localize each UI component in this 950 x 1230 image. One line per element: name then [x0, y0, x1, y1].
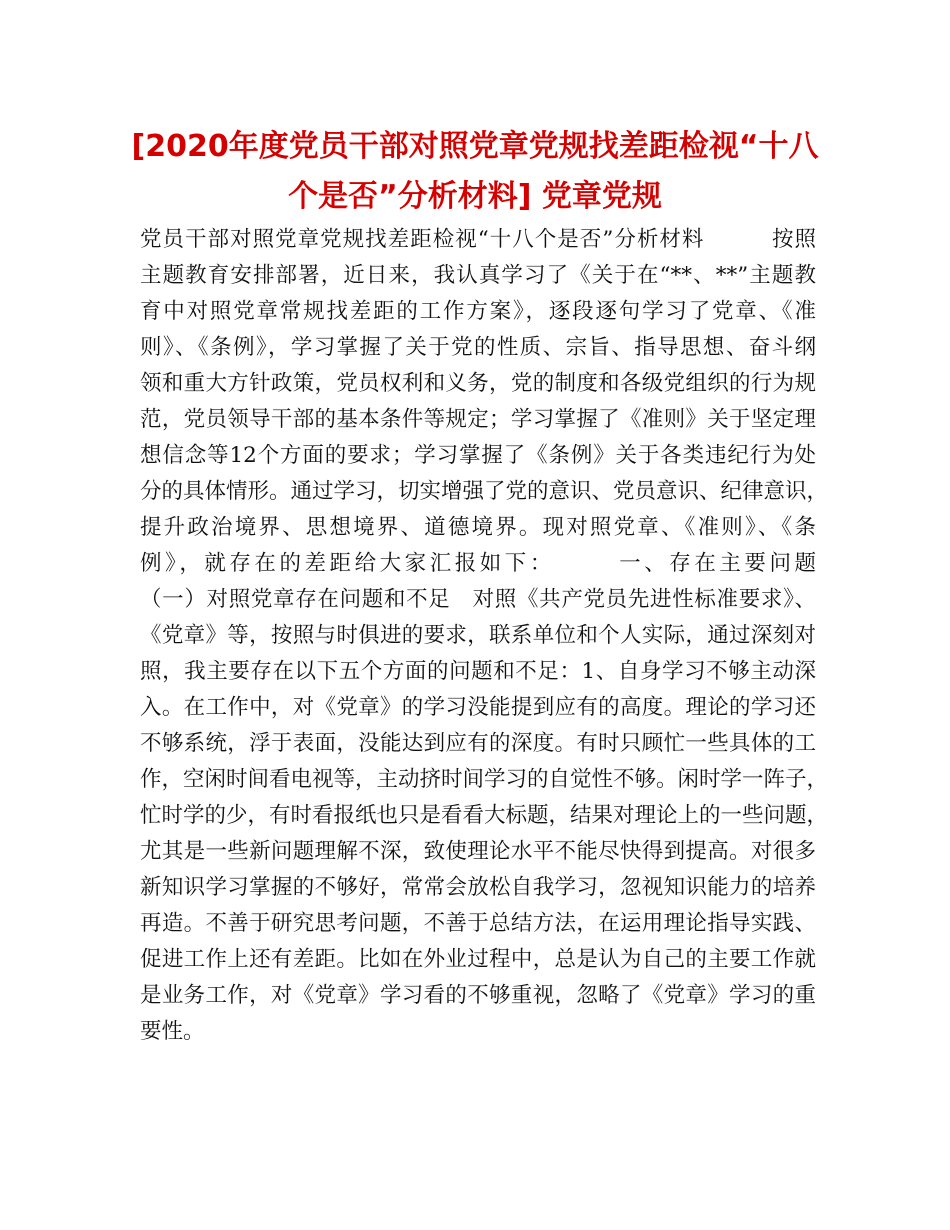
body-line: 主题教育安排部署，近日来，我认真学习了《关于在“**、**”主题教 [140, 263, 816, 288]
body-line: 范，党员领导干部的基本条件等规定；学习掌握了《准则》关于坚定理 [140, 407, 816, 432]
body-line: 尤其是一些新问题理解不深，致使理论水平不能尽快得到提高。对很多 [140, 839, 816, 864]
body-line: 忙时学的少，有时看报纸也只是看看大标题，结果对理论上的一些问题， [140, 803, 829, 828]
body-line: 育中对照党章常规找差距的工作方案》，逐段逐句学习了党章、《准 [140, 299, 816, 324]
title-line-2: 个是否”分析材料] 党章党规 [288, 179, 662, 214]
body-line: 作，空闲时间看电视等，主动挤时间学习的自觉性不够。闲时学一阵子， [140, 767, 829, 792]
body-line: 是业务工作，对《党章》学习看的不够重视，忽略了《党章》学习的重 [140, 983, 816, 1008]
body-line: 《党章》等，按照与时俱进的要求，联系单位和个人实际，通过深刻对 [140, 623, 816, 648]
body-line: 不够系统，浮于表面，没能达到应有的深度。有时只顾忙一些具体的工 [140, 731, 816, 756]
body-line: 再造。不善于研究思考问题，不善于总结方法，在运用理论指导实践、 [140, 911, 816, 936]
body-line: （一）对照党章存在问题和不足 对照《共产党员先进性标准要求》、 [140, 587, 816, 612]
body-line: 想信念等12个方面的要求；学习掌握了《条例》关于各类违纪行为处 [140, 443, 816, 468]
body-line: 则》、《条例》，学习掌握了关于党的性质、宗旨、指导思想、奋斗纲 [140, 335, 816, 360]
body-line: 领和重大方针政策，党员权利和义务，党的制度和各级党组织的行为规 [140, 371, 816, 396]
document-body [140, 222, 829, 1050]
document-title [100, 122, 850, 222]
body-line: 照，我主要存在以下五个方面的问题和不足：1、自身学习不够主动深 [140, 659, 816, 684]
body-line: 促进工作上还有差距。比如在外业过程中，总是认为自己的主要工作就 [140, 947, 816, 972]
body-line: 例》，就存在的差距给大家汇报如下： 一、存在主要问题 [140, 551, 816, 576]
body-line: 入。在工作中，对《党章》的学习没能提到应有的高度。理论的学习还 [140, 695, 816, 720]
body-line: 新知识学习掌握的不够好，常常会放松自我学习，忽视知识能力的培养 [140, 875, 816, 900]
body-line: 提升政治境界、思想境界、道德境界。现对照党章、《准则》、《条 [140, 515, 816, 540]
body-line-last: 要性。 [140, 1019, 205, 1044]
title-line-1: [2020年度党员干部对照党章党规找差距检视“十八 [131, 129, 819, 164]
body-line: 分的具体情形。通过学习，切实增强了党的意识、党员意识、纪律意识， [140, 479, 829, 504]
body-line: 党员干部对照党章党规找差距检视“十八个是否”分析材料 按照 [140, 227, 816, 252]
